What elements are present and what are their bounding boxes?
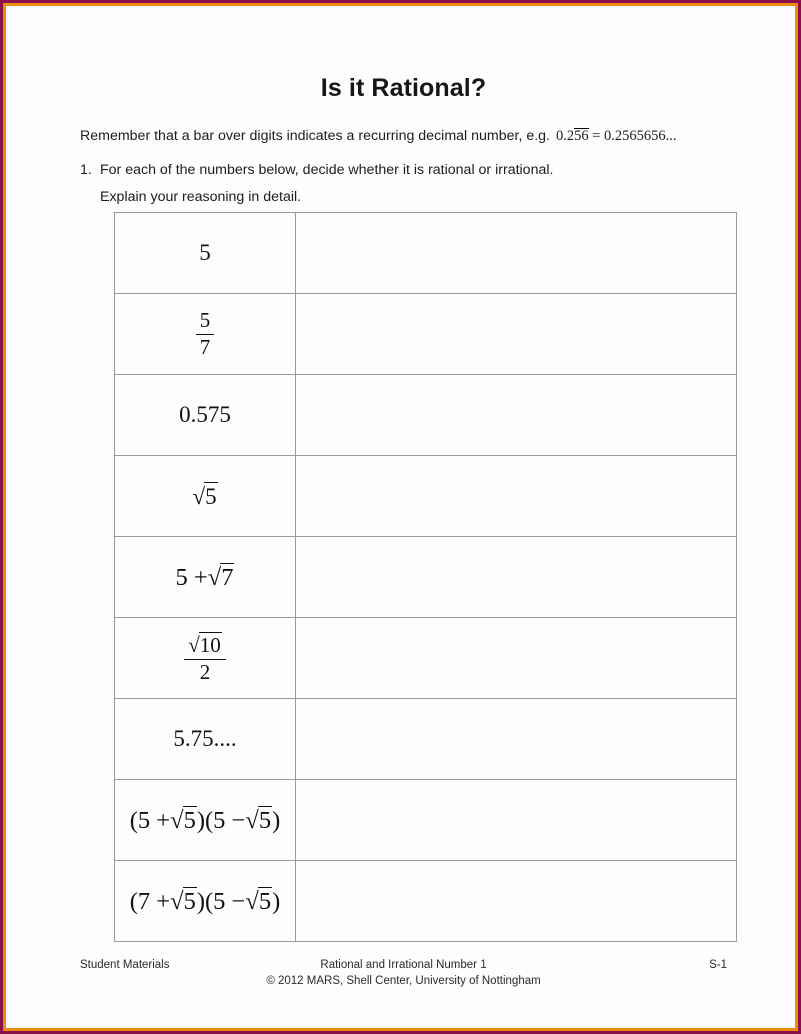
reasoning-cell[interactable] [296,375,737,456]
radicand-value: 5 [205,484,217,510]
product-second-close: ) [272,806,281,834]
reasoning-cell[interactable] [296,213,737,294]
radical-sign-icon: √ [207,563,222,591]
expression-value: 5.75.... [173,726,237,752]
expression-cell [115,699,296,780]
expression-cell [115,618,296,699]
fraction-numerator: 5 [196,309,215,335]
sqrt-expression [245,806,272,835]
page-footer [6,959,795,1009]
question-1-text: For each of the numbers below, decide whether it is rational or irrational. [100,162,554,178]
question-1-number: 1. [80,162,92,178]
fraction-denominator: 2 [199,659,211,684]
example-prefix: 0.2 [556,128,575,144]
product-expression [130,887,280,916]
sqrt-fraction-expression [184,632,226,684]
product-first-close: ) [196,806,205,834]
sqrt-expression [245,887,272,916]
expression-cell [115,861,296,942]
footer-left-label: Student Materials [80,959,170,971]
radicand-value: 5 [183,887,196,915]
table-row [115,456,737,537]
reasoning-cell[interactable] [296,780,737,861]
page-border-inner [3,3,798,1031]
remember-note [80,128,677,145]
remember-note-text: Remember that a bar over digits indicates a recurring decimal number, e.g. [80,128,550,144]
question-1-prompt [80,162,553,178]
expression-cell [115,213,296,294]
product-first-lead: (5 + [129,806,171,834]
radicand-value: 10 [199,632,221,657]
footer-copyright: © 2012 MARS, Shell Center, University of Nottingham [266,975,541,987]
recurring-decimal-example [556,128,677,144]
product-second-close: ) [272,887,281,915]
example-suffix: = 0.2565656... [588,128,677,144]
radical-sign-icon: √ [188,632,200,657]
table-row [115,537,737,618]
sum-sqrt-expression [176,563,235,592]
table-row [115,213,737,294]
fraction-expression [196,309,215,359]
radicand-value: 5 [183,806,196,834]
radical-sign-icon: √ [170,887,184,915]
sqrt-expression [170,806,197,835]
example-barred-digits: 56 [574,128,589,144]
footer-page-number: S-1 [709,959,727,971]
product-second-lead: (5 − [205,806,246,834]
table-row [115,699,737,780]
question-1-subprompt: Explain your reasoning in detail. [100,189,302,205]
radical-sign-icon: √ [170,806,184,834]
table-row [115,861,737,942]
sqrt-expression [208,563,235,592]
radical-sign-icon: √ [192,484,206,510]
sum-lead-term: 5 + [175,563,208,591]
reasoning-cell[interactable] [296,861,737,942]
expression-value: 5 [199,240,211,266]
radicand-value: 5 [258,887,272,915]
footer-lesson-title: Rational and Irrational Number 1 [320,959,487,971]
rational-irrational-table [114,212,737,942]
expression-cell [115,456,296,537]
expression-value: 0.575 [179,402,231,428]
reasoning-cell[interactable] [296,537,737,618]
sqrt-expression [192,482,217,509]
sqrt-expression [170,887,197,916]
expression-cell [115,375,296,456]
radical-sign-icon: √ [245,887,259,915]
reasoning-cell[interactable] [296,294,737,375]
radical-sign-icon: √ [245,806,259,834]
reasoning-cell[interactable] [296,456,737,537]
fraction-numerator [184,632,226,660]
page-title: Is it Rational? [320,74,487,102]
product-first-close: ) [196,887,205,915]
product-expression [130,806,280,835]
table-row [115,780,737,861]
sqrt-expression [188,632,222,658]
expression-cell [115,537,296,618]
table-row [115,618,737,699]
worksheet-page [6,6,795,1028]
radicand-value: 7 [221,563,234,591]
table-row [115,294,737,375]
expression-cell [115,294,296,375]
product-first-lead: (7 + [129,887,171,915]
reasoning-cell[interactable] [296,699,737,780]
product-second-lead: (5 − [205,887,246,915]
expression-cell [115,780,296,861]
table-row [115,375,737,456]
radicand-value: 5 [258,806,272,834]
reasoning-cell[interactable] [296,618,737,699]
fraction-denominator: 7 [199,334,211,359]
